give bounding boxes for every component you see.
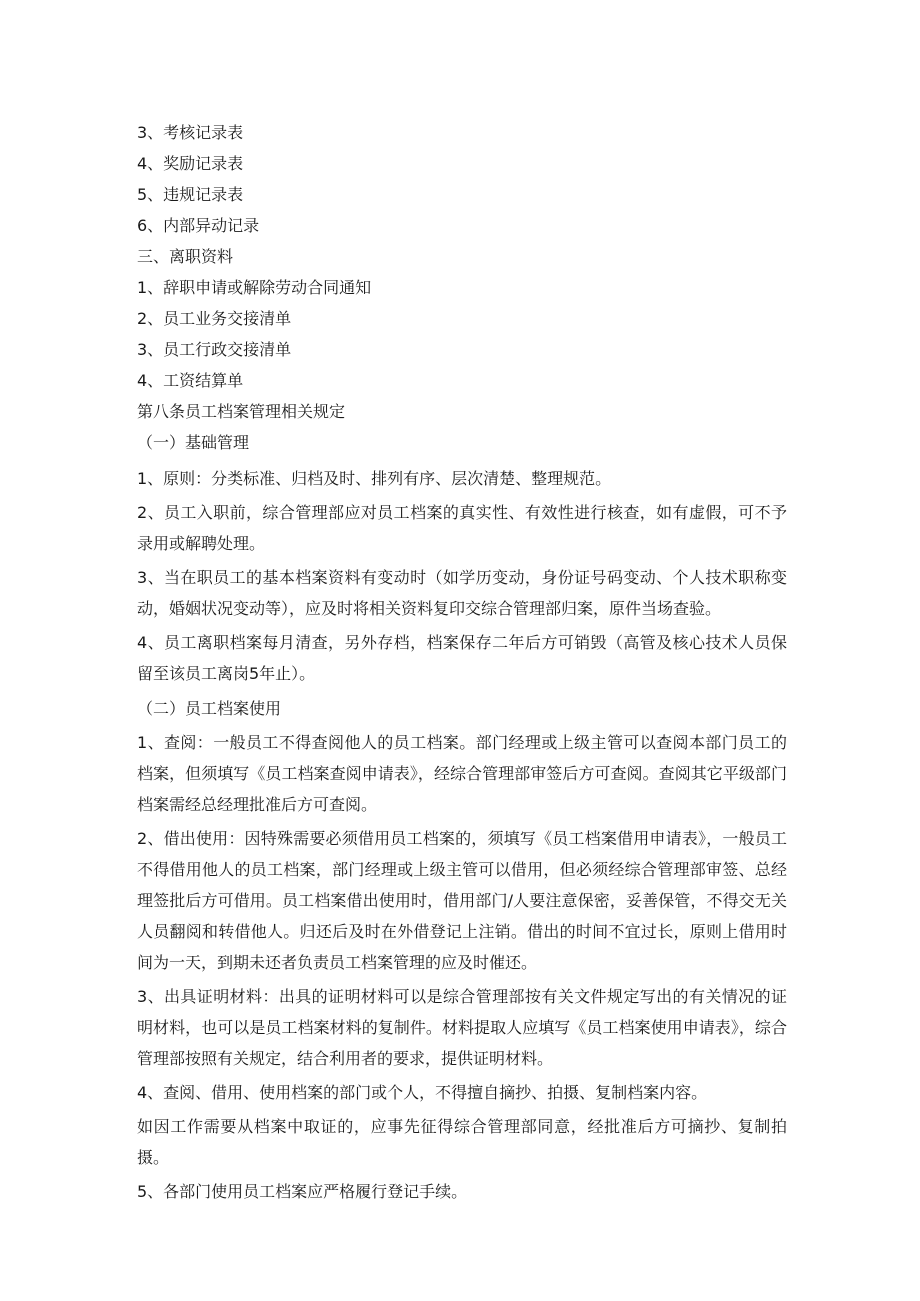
article-heading-archive-rules: 第八条员工档案管理相关规定 [137, 402, 346, 421]
paragraph-principle: 1、原则：分类标准、归档及时、排列有序、层次清楚、整理规范。 [137, 469, 612, 488]
paragraph-certificate: 3、出具证明材料：出具的证明材料可以是综合管理部按有关文件规定写出的有关情况的证明材料，也可以是员工档案材料的复制件。材料提取人应填写《员工档案使用申请表》，综合管理部按照有关规定，结合利用者的要求，提供证明材料。 [137, 987, 787, 1068]
section-heading-resignation-materials: 三、离职资料 [137, 247, 234, 266]
list-item-reward-record: 4、奖励记录表 [137, 154, 244, 173]
paragraph-evidence-extraction: 如因工作需要从档案中取证的，应事先征得综合管理部同意，经批准后方可摘抄、复制拍摄。 [137, 1117, 787, 1167]
paragraph-resigned-archives: 4、员工离职档案每月清查，另外存档，档案保存二年后方可销毁（高管及核心技术人员保留至该员工离岗5年止）。 [137, 633, 787, 683]
list-item-business-handover: 2、员工业务交接清单 [137, 309, 292, 328]
list-item-internal-transfer-record: 6、内部异动记录 [137, 216, 260, 235]
paragraph-record-changes: 3、当在职员工的基本档案资料有变动时（如学历变动，身份证号码变动、个人技术职称变动，婚姻状况变动等），应及时将相关资料复印交综合管理部归案，原件当场查验。 [137, 568, 787, 618]
subsection-heading-archive-use: （二）员工档案使用 [137, 699, 282, 718]
list-item-violation-record: 5、违规记录表 [137, 185, 244, 204]
subsection-heading-basic-management: （一）基础管理 [137, 433, 250, 452]
paragraph-no-copying: 4、查阅、借用、使用档案的部门或个人，不得擅自摘抄、拍摄、复制档案内容。 [137, 1083, 708, 1102]
paragraph-pre-employment-check: 2、员工入职前，综合管理部应对员工档案的真实性、有效性进行核查，如有虚假，可不予录用或解聘处理。 [137, 503, 787, 553]
paragraph-registration: 5、各部门使用员工档案应严格履行登记手续。 [137, 1182, 468, 1201]
list-item-admin-handover: 3、员工行政交接清单 [137, 340, 292, 359]
list-item-assessment-record: 3、考核记录表 [137, 123, 244, 142]
document-body [137, 117, 787, 1207]
list-item-resignation-application: 1、辞职申请或解除劳动合同通知 [137, 278, 372, 297]
paragraph-borrow: 2、借出使用：因特殊需要必须借用员工档案的，须填写《员工档案借用申请表》，一般员工不得借用他人的员工档案，部门经理或上级主管可以借用，但必须经综合管理部审签、总经理签批后方可借用。员工档案借出使用时，借用部门/人要注意保密，妥善保管，不得交无关人员翻阅和转借他人。归还后及时在外借登记上注销。借出的时间不宜过长，原则上借用时间为一天，到期未还者负责员工档案管理的应及时催还。 [137, 829, 787, 972]
paragraph-consult: 1、查阅：一般员工不得查阅他人的员工档案。部门经理或上级主管可以查阅本部门员工的档案，但须填写《员工档案查阅申请表》，经综合管理部审签后方可查阅。查阅其它平级部门档案需经总经理批准后方可查阅。 [137, 733, 787, 814]
list-item-salary-settlement: 4、工资结算单 [137, 371, 244, 390]
